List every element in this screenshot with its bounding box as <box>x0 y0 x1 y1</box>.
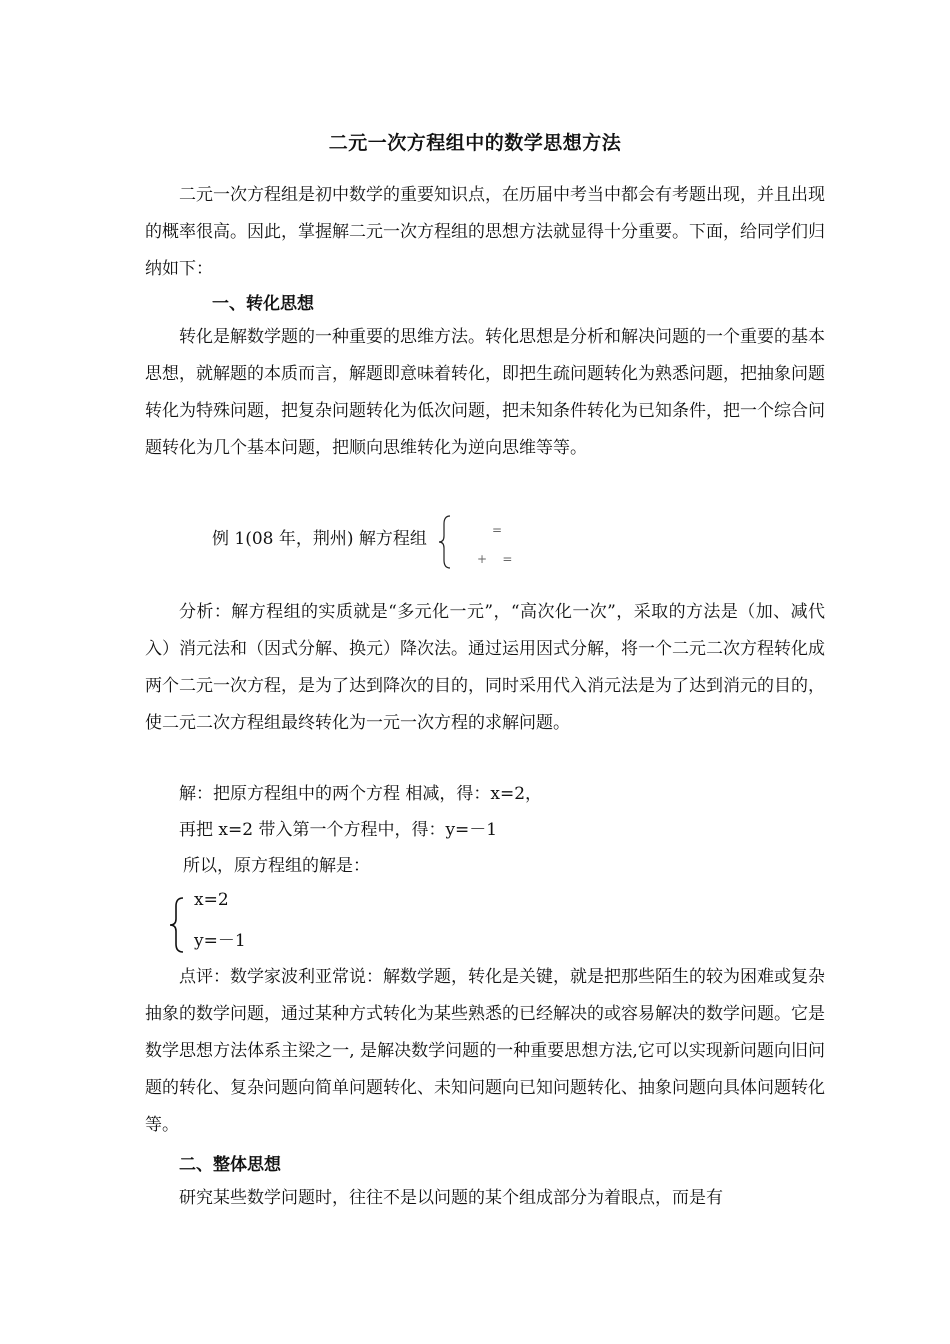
answer-brace <box>168 896 186 954</box>
section1-body: 转化是解数学题的一种重要的思维方法。转化思想是分析和解决问题的一个重要的基本思想，就解题的本质而言，解题即意味着转化，即把生疏问题转化为熟悉问题，把抽象问题转化为特殊问题，把复杂问题转化为低次问题，把未知条件转化为已知条件，把一个综合问题转化为几个基本问题，把顺向思维转化为逆向思维等等。 <box>145 327 825 458</box>
analysis-paragraph: 分析：解方程组的实质就是“多元化一元”，“高次化一次”，采取的方法是（加、减代入）消元法和（因式分解、换元）降次法。通过运用因式分解，将一个二元二次方程转化成两个二元一次方程，是为了达到降次的目的，同时采用代入消元法是为了达到消元的目的，使二元二次方程组最终转化为一元一次方程的求解问题。 <box>145 602 825 733</box>
solution-line-1: 解：把原方程组中的两个方程 相减，得：x=2， <box>179 784 543 804</box>
document-title: 二元一次方程组中的数学思想方法 <box>328 132 622 154</box>
equation-2-placeholder: + = <box>477 552 513 566</box>
solution-line-2: 再把 x=2 带入第一个方程中，得：y=－1 <box>179 820 498 840</box>
section1-heading: 一、转化思想 <box>212 294 314 314</box>
answer-y: y=－1 <box>194 931 246 951</box>
comment-paragraph: 点评：数学家波利亚常说：解数学题，转化是关键，就是把那些陌生的较为困难或复杂抽象的数学问题，通过某种方式转化为某些熟悉的已经解决的或容易解决的数学问题。它是数学思想方法体系主梁之一, 是解决数学问题的一种重要思想方法,它可以实现新问题向旧问题的转化、复杂问题向简单问题转化、未知问题向已知问题转化、抽象问题向具体问题转化等。 <box>145 967 825 1135</box>
intro-paragraph: 二元一次方程组是初中数学的重要知识点，在历届中考当中都会有考题出现，并且出现的概率很高。因此，掌握解二元一次方程组的思想方法就显得十分重要。下面，给同学们归纳如下： <box>145 185 825 279</box>
solution-line-3: 所以，原方程组的解是： <box>183 856 370 876</box>
example-label: 例 1(08 年，荆州) 解方程组 <box>212 529 427 549</box>
equation-system-brace <box>438 514 452 570</box>
equation-1-placeholder: = <box>492 523 503 537</box>
answer-x: x=2 <box>194 890 229 910</box>
section2-heading: 二、整体思想 <box>179 1155 281 1175</box>
section2-body: 研究某些数学问题时，往往不是以问题的某个组成部分为着眼点，而是有 <box>179 1188 723 1208</box>
